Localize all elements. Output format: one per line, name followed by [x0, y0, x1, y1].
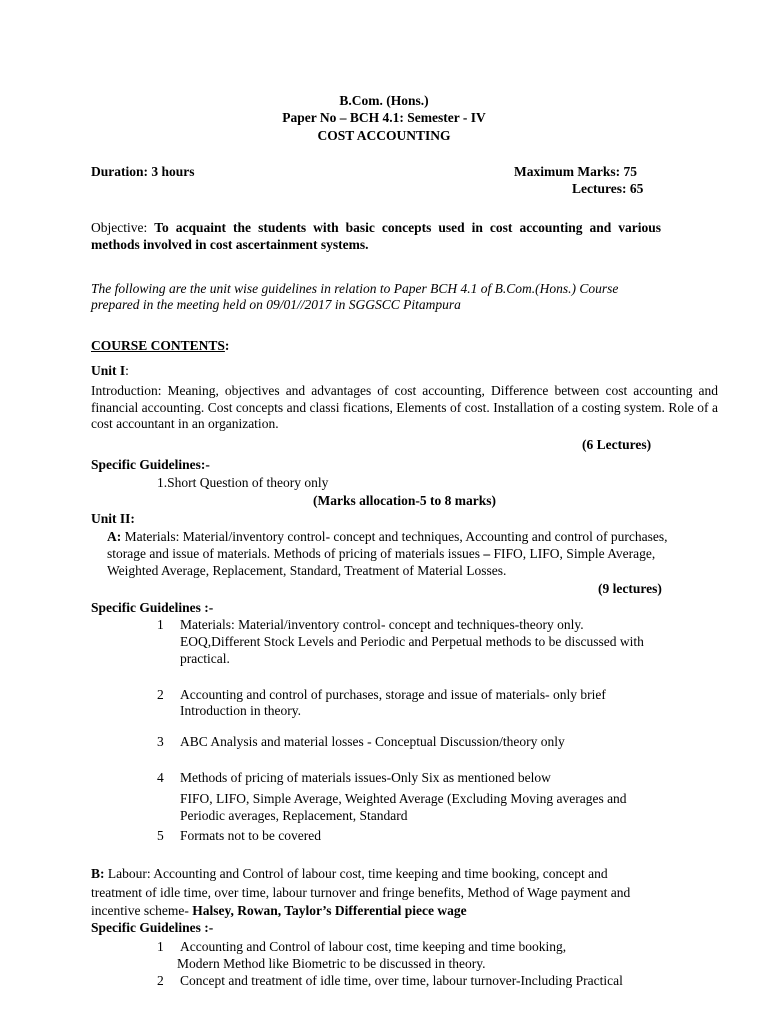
guideline-item-text: Introduction in theory. [180, 703, 301, 718]
unit2-lectures: (9 lectures) [598, 581, 662, 596]
unit1-guideline-item: 1.Short Question of theory only [157, 475, 329, 490]
unit2-a-line2 [107, 546, 655, 562]
unit2-a-line2-dash: – [483, 546, 491, 561]
unit2-a-line1 [107, 529, 667, 545]
unit1-title-colon: : [125, 363, 129, 378]
b-guideline-item [157, 939, 179, 955]
course-contents-label: COURSE CONTENTS [91, 338, 225, 353]
guideline-item-text: ABC Analysis and material losses - Conceptual Discussion/theory only [180, 734, 565, 749]
guideline-note-line1: The following are the unit wise guidelines in relation to Paper BCH 4.1 of B.Com.(Hons.) Course [91, 281, 619, 296]
unit2-a-label: A: [107, 529, 122, 544]
unit2-b-line1 [91, 866, 608, 882]
item-number: 3 [157, 734, 164, 749]
paper-number: Paper No – BCH 4.1: Semester - IV [282, 110, 486, 125]
unit2-title: Unit II: [91, 511, 135, 526]
unit1-marks: (Marks allocation-5 to 8 marks) [313, 493, 496, 508]
guideline-item [157, 734, 179, 750]
guideline-item-text: FIFO, LIFO, Simple Average, Weighted Average (Excluding Moving averages and [180, 791, 627, 806]
unit1-title-text: Unit I [91, 363, 126, 378]
unit2-a-line2-post: FIFO, LIFO, Simple Average, [490, 546, 656, 561]
unit2-a-line2-pre: storage and issue of materials. Methods of pricing of materials issues [107, 546, 484, 561]
guideline-item [157, 828, 179, 844]
item-number: 5 [157, 828, 164, 843]
unit2-b-line3-pre: incentive scheme- [91, 903, 193, 918]
unit2-b-line3 [91, 903, 467, 919]
unit2-b-wage-plans: Halsey, Rowan, Taylor’s Differential piece wage [192, 903, 467, 918]
unit1-lectures: (6 Lectures) [582, 437, 652, 452]
guideline-item [157, 687, 179, 703]
unit2-b-label: B: [91, 866, 105, 881]
objective-label: Objective: [91, 220, 155, 235]
unit2-a-line3: Weighted Average, Replacement, Standard, Treatment of Material Losses. [107, 563, 507, 578]
unit1-title [91, 363, 129, 379]
maximum-marks: Maximum Marks: 75 [514, 164, 637, 179]
objective [91, 219, 661, 253]
duration: Duration: 3 hours [91, 164, 195, 179]
course-title: B.Com. (Hons.) [339, 93, 429, 108]
item-number: 1 [157, 617, 164, 632]
subject-title: COST ACCOUNTING [317, 128, 451, 143]
guideline-item-text: EOQ,Different Stock Levels and Periodic and Perpetual methods to be discussed with [180, 634, 644, 649]
unit2-a-line1-text: Materials: Material/inventory control- concept and techniques, Accounting and control of purchases, [121, 529, 668, 544]
guideline-note-line2: prepared in the meeting held on 09/01//2017 in SGGSCC Pitampura [91, 297, 461, 312]
item-number: 2 [157, 687, 164, 702]
guideline-item-text: Methods of pricing of materials issues-Only Six as mentioned below [180, 770, 551, 785]
item-number: 2 [157, 973, 164, 988]
b-guideline-item [157, 973, 179, 989]
lectures-total: Lectures: 65 [572, 181, 644, 196]
unit1-guidelines-heading: Specific Guidelines:- [91, 457, 210, 472]
guideline-item-text: Formats not to be covered [180, 828, 321, 843]
guideline-item-text: Materials: Material/inventory control- concept and techniques-theory only. [180, 617, 584, 632]
unit2-b-line1-text: Labour: Accounting and Control of labour cost, time keeping and time booking, concept and [104, 866, 608, 881]
item-number: 4 [157, 770, 164, 785]
guideline-item [157, 770, 179, 786]
guideline-item-text: Accounting and control of purchases, storage and issue of materials- only brief [180, 687, 606, 702]
course-contents-heading [91, 338, 229, 354]
guideline-item [157, 617, 179, 633]
unit2-b-guidelines-heading: Specific Guidelines :- [91, 920, 214, 935]
item-number: 1 [157, 939, 164, 954]
b-guideline-item-text: Concept and treatment of idle time, over time, labour turnover-Including Practical [180, 973, 623, 988]
guideline-item-text: Periodic averages, Replacement, Standard [180, 808, 408, 823]
objective-text: To acquaint the students with basic concepts used in cost accounting and various methods involved in cost ascertainment systems. [91, 220, 661, 252]
unit2-b-line2: treatment of idle time, over time, labour turnover and fringe benefits, Method of Wage payment and [91, 885, 631, 900]
unit1-body: Introduction: Meaning, objectives and advantages of cost accounting, Difference between cost accounting and financial accounting. Cost concepts and classi fications, Elements of cost. Installation of a costing system. Role of a cost accountant in an organization. [91, 383, 718, 431]
b-guideline-item-text: Accounting and Control of labour cost, time keeping and time booking, [180, 939, 567, 954]
b-guideline-item-text: Modern Method like Biometric to be discussed in theory. [177, 956, 486, 971]
unit2-guidelines-heading: Specific Guidelines :- [91, 600, 214, 615]
course-contents-colon: : [224, 338, 230, 353]
guideline-item-text: practical. [180, 651, 230, 666]
